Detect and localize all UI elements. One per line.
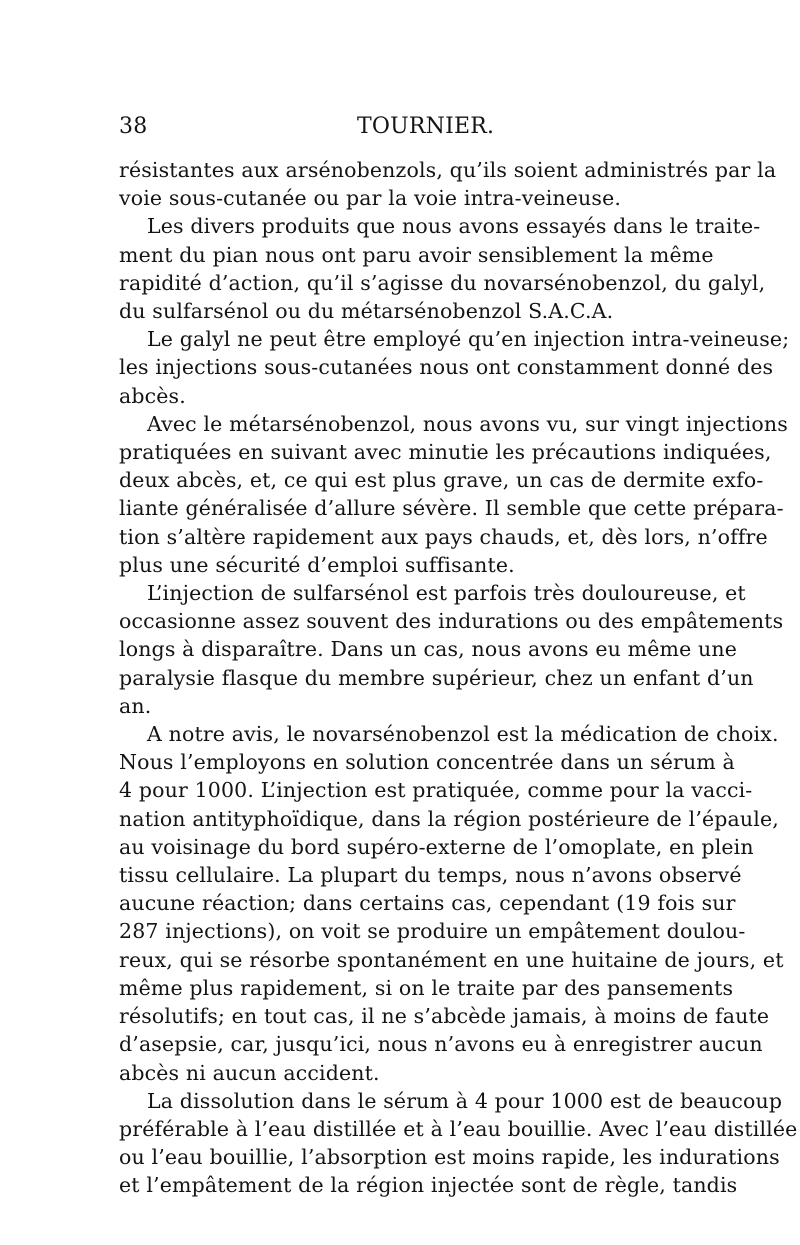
text-line: Le galyl ne peut être employé qu’en injection intra-veineuse;: [147, 327, 790, 352]
text-line: nation antityphoïdique, dans la région postérieure de l’épaule,: [119, 806, 779, 831]
text-line: résolutifs; en tout cas, il ne s’abcède jamais, à moins de faute: [119, 1004, 770, 1029]
text-line: deux abcès, et, ce qui est plus grave, un cas de dermite exfo-: [119, 468, 764, 493]
running-head: [119, 114, 679, 148]
text-line: voie sous-cutanée ou par la voie intra-veineuse.: [119, 186, 622, 211]
running-title: TOURNIER.: [357, 114, 495, 139]
text-line: liante généralisée d’allure sévère. Il semble que cette prépara-: [119, 496, 784, 521]
text-line: ou l’eau bouillie, l’absorption est moins rapide, les indurations: [119, 1145, 780, 1170]
text-line: rapidité d’action, qu’il s’agisse du novarsénobenzol, du galyl,: [119, 270, 766, 295]
paragraph: [119, 720, 784, 1087]
paragraph: [119, 212, 766, 325]
text-line: La dissolution dans le sérum à 4 pour 1000 est de beaucoup: [147, 1088, 783, 1113]
text-line: A notre avis, le novarsénobenzol est la médication de choix.: [147, 722, 779, 747]
paragraph: [119, 156, 777, 212]
text-line: abcès.: [119, 383, 186, 408]
text-line: pratiquées en suivant avec minutie les précautions indiquées,: [119, 440, 772, 465]
paragraph: [119, 1087, 798, 1200]
paragraph: [119, 325, 790, 410]
text-line: et l’empâtement de la région injectée sont de règle, tandis: [119, 1173, 738, 1198]
paragraph: [119, 579, 784, 720]
text-line: au voisinage du bord supéro-externe de l’omoplate, en plein: [119, 834, 754, 859]
text-line: tion s’altère rapidement aux pays chauds, et, dès lors, n’offre: [119, 524, 768, 549]
text-line: ment du pian nous ont paru avoir sensiblement la même: [119, 242, 714, 267]
text-line: Nous l’employons en solution concentrée dans un sérum à: [119, 750, 735, 775]
text-line: reux, qui se résorbe spontanément en une huitaine de jours, et: [119, 947, 784, 972]
text-line: occasionne assez souvent des indurations ou des empâtements: [119, 609, 784, 634]
text-line: même plus rapidement, si on le traite par des pansements: [119, 975, 734, 1000]
text-line: Avec le métarsénobenzol, nous avons vu, sur vingt injections: [147, 411, 788, 436]
text-line: Les divers produits que nous avons essayés dans le traite-: [147, 214, 761, 239]
text-line: préférable à l’eau distillée et à l’eau bouillie. Avec l’eau distillée: [119, 1116, 798, 1141]
text-line: abcès ni aucun accident.: [119, 1060, 380, 1085]
paragraph: [119, 410, 788, 579]
text-line: longs à disparaître. Dans un cas, nous avons eu même une: [119, 637, 738, 662]
text-line: 287 injections), on voit se produire un empâtement doulou-: [119, 919, 746, 944]
text-line: an.: [119, 693, 152, 718]
text-line: tissu cellulaire. La plupart du temps, nous n’avons observé: [119, 863, 742, 888]
body-text: [119, 156, 798, 1200]
text-line: du sulfarsénol ou du métarsénobenzol S.A.C.A.: [119, 299, 614, 324]
text-line: L’injection de sulfarsénol est parfois très douloureuse, et: [147, 581, 746, 606]
page-number: 38: [119, 114, 148, 139]
text-line: les injections sous-cutanées nous ont constamment donné des: [119, 355, 774, 380]
text-line: d’asepsie, car, jusqu’ici, nous n’avons eu à enregistrer aucun: [119, 1032, 763, 1057]
text-line: 4 pour 1000. L’injection est pratiquée, comme pour la vacci-: [119, 778, 753, 803]
text-line: aucune réaction; dans certains cas, cependant (19 fois sur: [119, 891, 736, 916]
text-line: plus une sécurité d’emploi suffisante.: [119, 552, 515, 577]
text-line: paralysie flasque du membre supérieur, chez un enfant d’un: [119, 665, 754, 690]
text-line: résistantes aux arsénobenzols, qu’ils soient administrés par la: [119, 158, 777, 182]
book-page: [119, 114, 798, 1200]
